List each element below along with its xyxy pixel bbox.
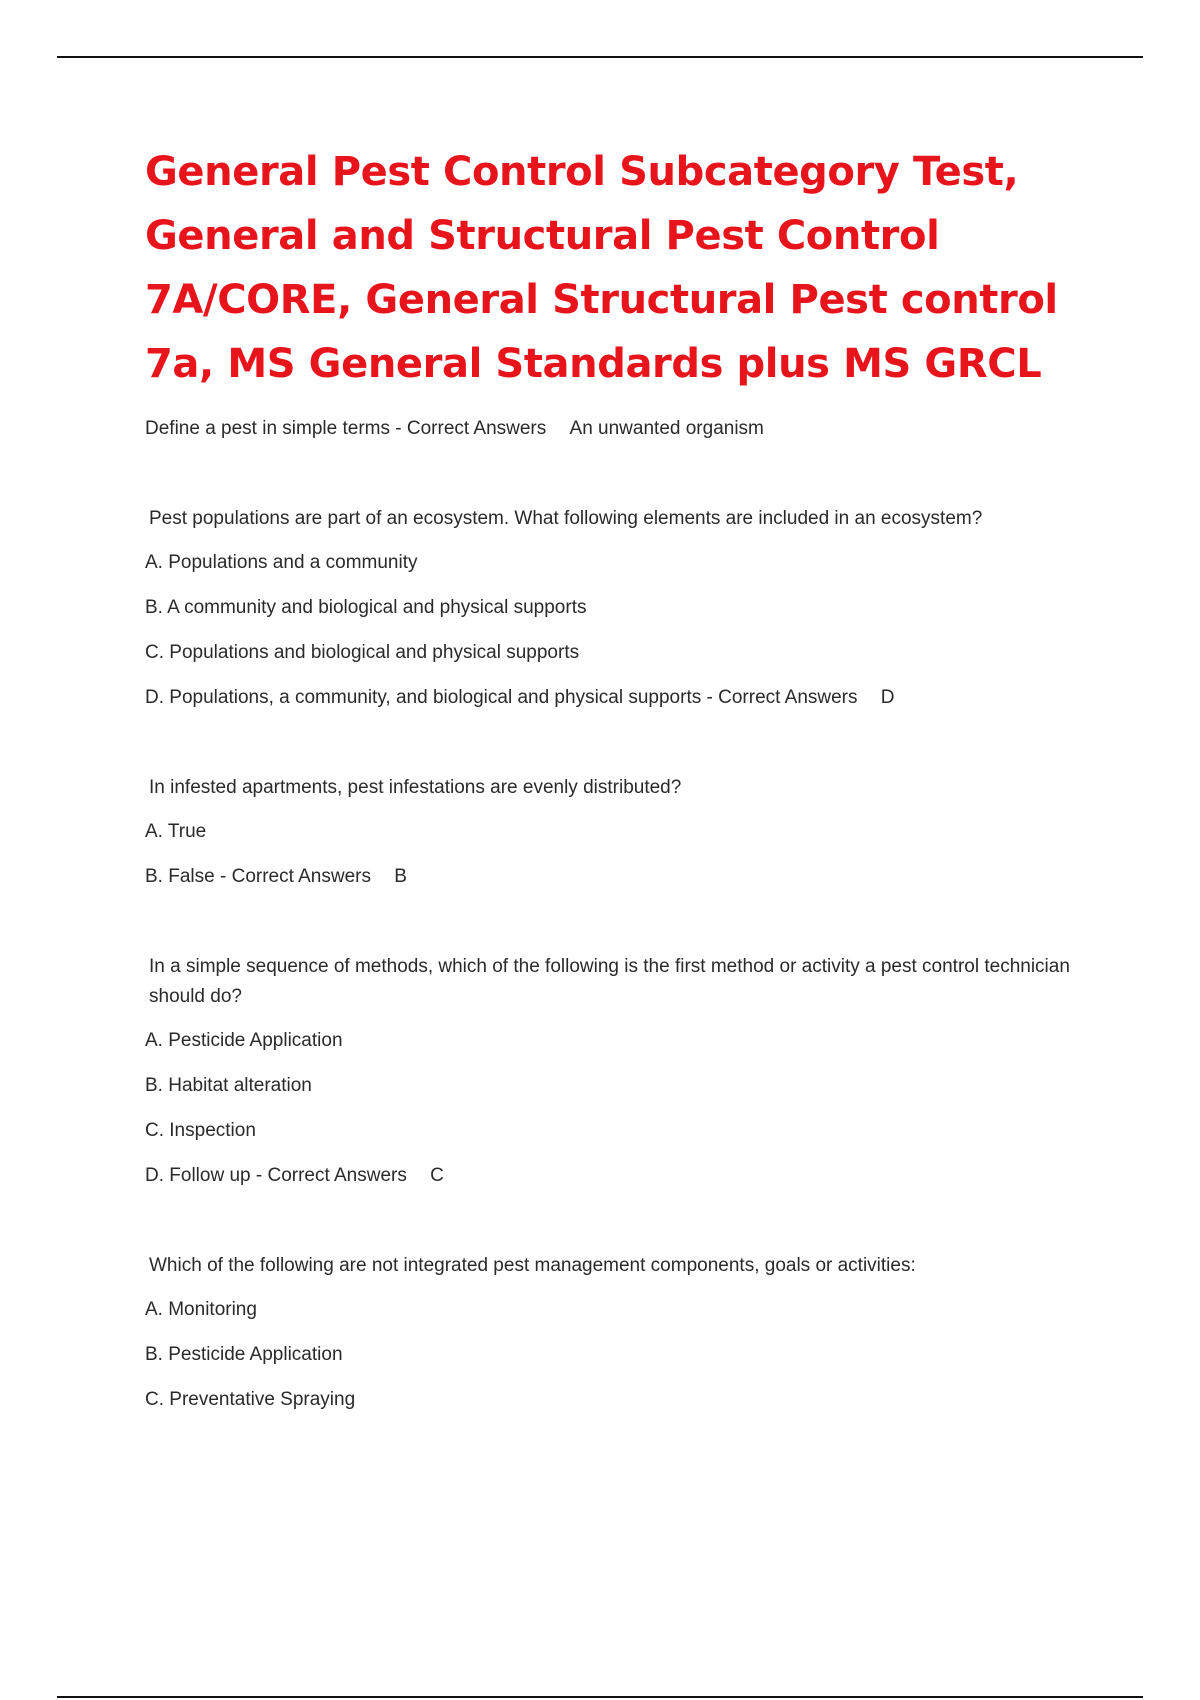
question-1-text: Define a pest in simple terms - xyxy=(145,418,402,439)
correct-answers-label: Correct Answers xyxy=(231,866,371,887)
question-2-answer: D xyxy=(880,687,895,708)
question-5-option-a: A. Monitoring xyxy=(145,1299,257,1320)
question-3-option-a: A. True xyxy=(145,821,207,842)
question-4-option-d xyxy=(145,1146,1105,1191)
question-5-option-b: B. Pesticide Application xyxy=(145,1344,343,1365)
question-3-option-b xyxy=(145,847,1105,892)
question-3-text: In infested apartments, pest infestations are evenly distributed? xyxy=(149,777,682,798)
question-5-option-c: C. Preventative Spraying xyxy=(145,1389,356,1410)
question-block-2 xyxy=(145,504,1105,713)
question-4-option-c: C. Inspection xyxy=(145,1120,256,1141)
question-4-text: In a simple sequence of methods, which of the following is the first method or activity a pest control technician should do? xyxy=(149,956,1070,1007)
question-2-option-d-text: D. Populations, a community, and biological and physical supports - xyxy=(145,687,713,708)
correct-answers-label: Correct Answers xyxy=(718,687,858,708)
question-1-answer: An unwanted organism xyxy=(569,418,764,439)
question-5-text: Which of the following are not integrated pest management components, goals or activities: xyxy=(149,1255,916,1276)
bottom-rule xyxy=(57,1696,1143,1698)
question-4-option-b: B. Habitat alteration xyxy=(145,1075,312,1096)
question-block-5 xyxy=(145,1251,1105,1415)
question-2-option-c: C. Populations and biological and physical supports xyxy=(145,642,580,663)
question-2-option-d xyxy=(145,668,1105,713)
document-body xyxy=(145,140,1105,1415)
top-rule xyxy=(57,56,1143,58)
question-3-option-b-text: B. False - xyxy=(145,866,227,887)
question-2-option-a: A. Populations and a community xyxy=(145,552,418,573)
question-4-option-d-text: D. Follow up - xyxy=(145,1165,263,1186)
correct-answers-label: Correct Answers xyxy=(406,418,547,439)
document-title: General Pest Control Subcategory Test, General and Structural Pest Control 7A/CORE, General Structural Pest control 7a, MS General Standards plus MS GRCL xyxy=(145,149,1058,387)
question-block-4 xyxy=(145,952,1105,1191)
question-list xyxy=(145,414,1105,1415)
question-4-answer: C xyxy=(430,1165,444,1186)
correct-answers-label: Correct Answers xyxy=(267,1165,407,1186)
question-block-1 xyxy=(145,414,1105,444)
question-block-3 xyxy=(145,773,1105,892)
question-4-option-a: A. Pesticide Application xyxy=(145,1030,343,1051)
question-2-option-b: B. A community and biological and physical supports xyxy=(145,597,587,618)
question-1 xyxy=(145,414,1105,444)
question-3-answer: B xyxy=(394,866,407,887)
question-2-text: Pest populations are part of an ecosystem. What following elements are included in an ecosystem? xyxy=(149,508,983,529)
